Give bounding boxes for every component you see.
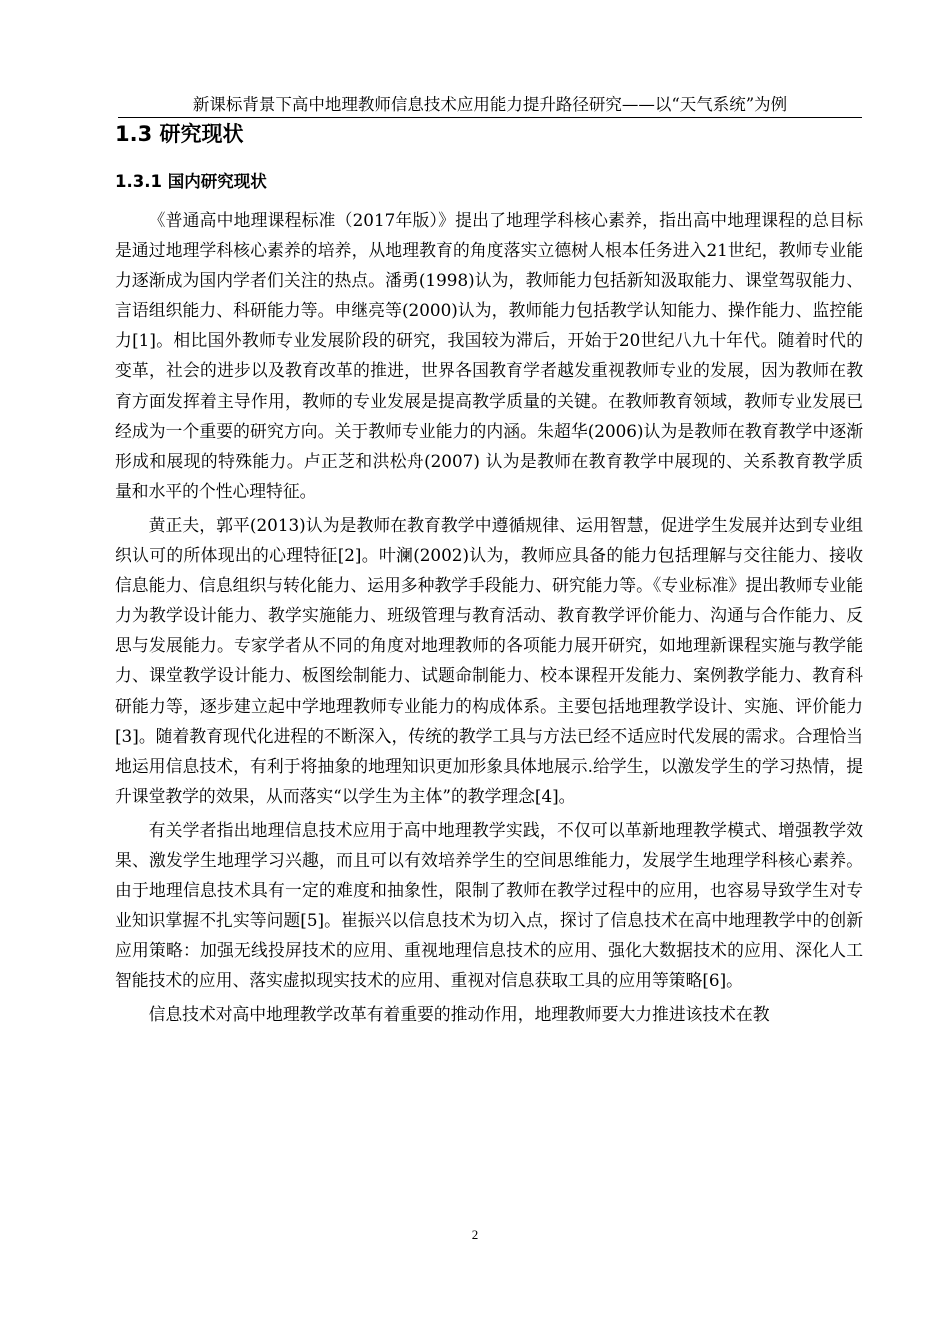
paragraph-4: 信息技术对高中地理教学改革有着重要的推动作用，地理教师要大力推进该技术在教 bbox=[148, 1004, 770, 1025]
paragraph-2: 黄正夫，郭平(2013)认为是教师在教育教学中遵循规律、运用智慧，促进学生发展并达到专业组织认可的所体现出的心理特征[2]。叶澜(2002)认为，教师应具备的能力包括理解与交往能力、接收信息能力、信息组织与转化能力、运用多种教学手段能力、研究能力等。《专业标准》提出教师专业能力为教学设计能力、教学实施能力、班级管理与教育活动、教育教学评价能力、沟通与合作能力、反思与发展能力。专家学者从不同的角度对地理教师的各项能力展开研究，如地理新课程实施与教学能力、课堂教学设计能力、板图绘制能力、试题命制能力、校本课程开发能力、案例教学能力、教育科研能力等，逐步建立起中学地理教师专业能力的构成体系。主要包括地理教学设计、实施、评价能力[3]。随着教育现代化进程的不断深入，传统的教学工具与方法已经不适应时代发展的需求。合理恰当地运用信息技术，有利于将抽象的地理知识更加形象具体地展示.给学生，以激发学生的学习热情，提升课堂教学的效果，从而落实“以学生为主体”的教学理念[4]。 bbox=[115, 514, 863, 806]
running-header: 新课标背景下高中地理教师信息技术应用能力提升路径研究——以“天气系统”为例 bbox=[118, 94, 862, 118]
paragraph-3: 有关学者指出地理信息技术应用于高中地理教学实践，不仅可以革新地理教学模式、增强教学效果、激发学生地理学习兴趣，而且可以有效培养学生的空间思维能力，发展学生地理学科核心素养。由于地理信息技术具有一定的难度和抽象性，限制了教师在教学过程中的应用，也容易导致学生对专业知识掌握不扎实等问题[5]。崔振兴以信息技术为切入点，探讨了信息技术在高中地理教学中的创新应用策略：加强无线投屏技术的应用、重视地理信息技术的应用、强化大数据技术的应用、深化人工智能技术的应用、落实虚拟现实技术的应用、重视对信息获取工具的应用等策略[6]。 bbox=[115, 819, 863, 991]
page-number: 2 bbox=[471, 1227, 479, 1242]
body-text bbox=[115, 205, 863, 1030]
section-heading: 1.3 研究现状 bbox=[115, 122, 244, 146]
subsection-heading: 1.3.1 国内研究现状 bbox=[115, 172, 267, 191]
paragraph-1: 《普通高中地理课程标准（2017年版）》提出了地理学科核心素养，指出高中地理课程的总目标是通过地理学科核心素养的培养，从地理教育的角度落实立德树人根本任务进入21世纪，教师专业能力逐渐成为国内学者们关注的热点。潘勇(1998)认为，教师能力包括新知汲取能力、课堂驾驭能力、言语组织能力、科研能力等。申继亮等(2000)认为，教师能力包括教学认知能力、操作能力、监控能力[1]。相比国外教师专业发展阶段的研究，我国较为滞后，开始于20世纪八九十年代。随着时代的变革，社会的进步以及教育改革的推进，世界各国教育学者越发重视教师专业的发展，因为教师在教育方面发挥着主导作用，教师的专业发展是提高教学质量的关键。在教师教育领域，教师专业发展已经成为一个重要的研究方向。关于教师专业能力的内涵。朱超华(2006)认为是教师在教育教学中逐渐形成和展现的特殊能力。卢正芝和洪松舟(2007) 认为是教师在教育教学中展现的、关系教育教学质量和水平的个性心理特征。 bbox=[115, 210, 863, 501]
